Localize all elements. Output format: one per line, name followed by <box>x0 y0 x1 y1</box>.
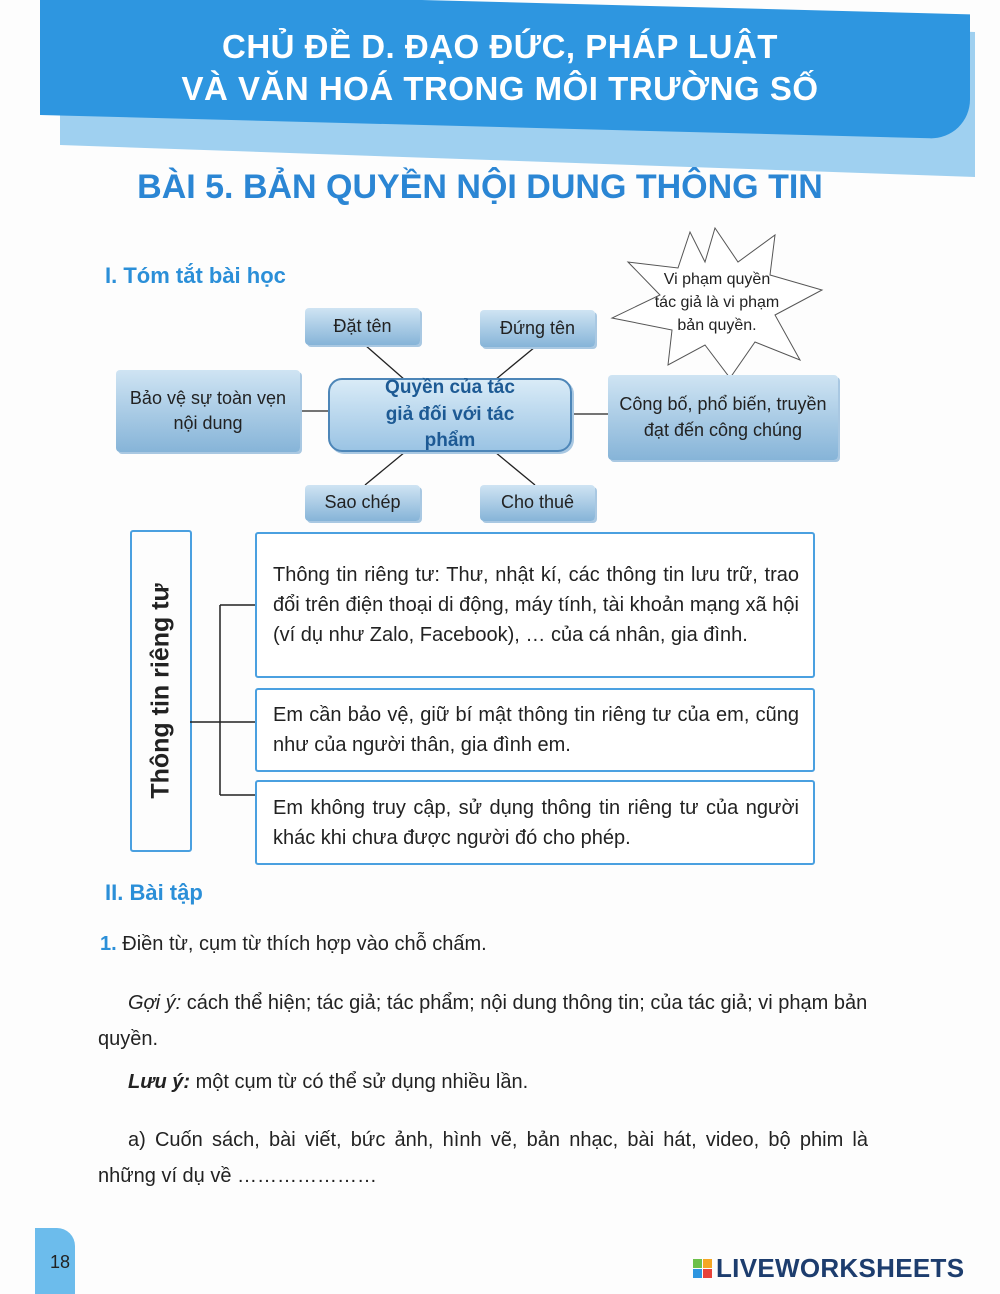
note-label: Lưu ý: <box>128 1071 191 1093</box>
star-callout-text: Vi phạm quyền tác giả là vi phạm bản quyền. <box>654 271 780 335</box>
topic-title-line1: CHỦ ĐỀ D. ĐẠO ĐỨC, PHÁP LUẬT <box>222 28 778 65</box>
summary-heading: I. Tóm tắt bài học <box>105 263 286 288</box>
hint <box>98 985 868 1057</box>
node-copy: Sao chép <box>305 485 420 521</box>
privacy-item-2: Em cần bảo vệ, giữ bí mật thông tin riêng tư của em, cũng như của người thân, gia đình em. <box>255 688 815 772</box>
node-sign: Đứng tên <box>480 310 595 347</box>
question-number: 1. <box>100 933 117 955</box>
topic-title-line2: VÀ VĂN HOÁ TRONG MÔI TRƯỜNG SỐ <box>181 70 819 107</box>
answer-blank-1a[interactable]: ………………… <box>237 1165 378 1187</box>
node-name: Đặt tên <box>305 308 420 345</box>
privacy-label: Thông tin riêng tư <box>146 583 175 799</box>
question-1a-text: a) Cuốn sách, bài viết, bức ảnh, hình vẽ, bản nhạc, bài hát, video, bộ phim là những ví dụ về <box>98 1129 868 1187</box>
node-rent: Cho thuê <box>480 485 595 521</box>
question-1 <box>100 933 487 956</box>
liveworksheets-logo <box>693 1253 964 1284</box>
node-center: Quyền của tác giả đối với tác phẩm <box>328 378 572 452</box>
liveworksheets-logo-text: LIVEWORKSHEETS <box>716 1253 965 1283</box>
question-text: Điền từ, cụm từ thích hợp vào chỗ chấm. <box>122 933 487 955</box>
privacy-item-1: Thông tin riêng tư: Thư, nhật kí, các thông tin lưu trữ, trao đổi trên điện thoại di động, máy tính, tài khoản mạng xã hội (ví dụ như Zalo, Facebook), … của cá nhân, gia đình. <box>255 532 815 678</box>
node-integrity: Bảo vệ sự toàn vẹn nội dung <box>116 370 300 452</box>
question-1a <box>98 1122 868 1194</box>
exercises-heading: II. Bài tập <box>105 880 203 905</box>
node-publish: Công bố, phổ biến, truyền đạt đến công chúng <box>608 375 838 460</box>
hint-text: cách thể hiện; tác giả; tác phẩm; nội dung thông tin; của tác giả; vi phạm bản quyền. <box>98 992 868 1050</box>
privacy-item-3: Em không truy cập, sử dụng thông tin riêng tư của người khác khi chưa được người đó cho phép. <box>255 780 815 865</box>
mindmap-connectors <box>0 0 1000 560</box>
lesson-title: BÀI 5. BẢN QUYỀN NỘI DUNG THÔNG TIN <box>137 168 823 206</box>
note-text: một cụm từ có thể sử dụng nhiều lần. <box>195 1071 529 1093</box>
hint-label: Gợi ý: <box>128 992 182 1014</box>
privacy-connectors <box>190 600 260 800</box>
note <box>128 1071 528 1094</box>
page-number: 18 <box>50 1252 71 1272</box>
liveworksheets-logo-icon <box>693 1259 712 1278</box>
